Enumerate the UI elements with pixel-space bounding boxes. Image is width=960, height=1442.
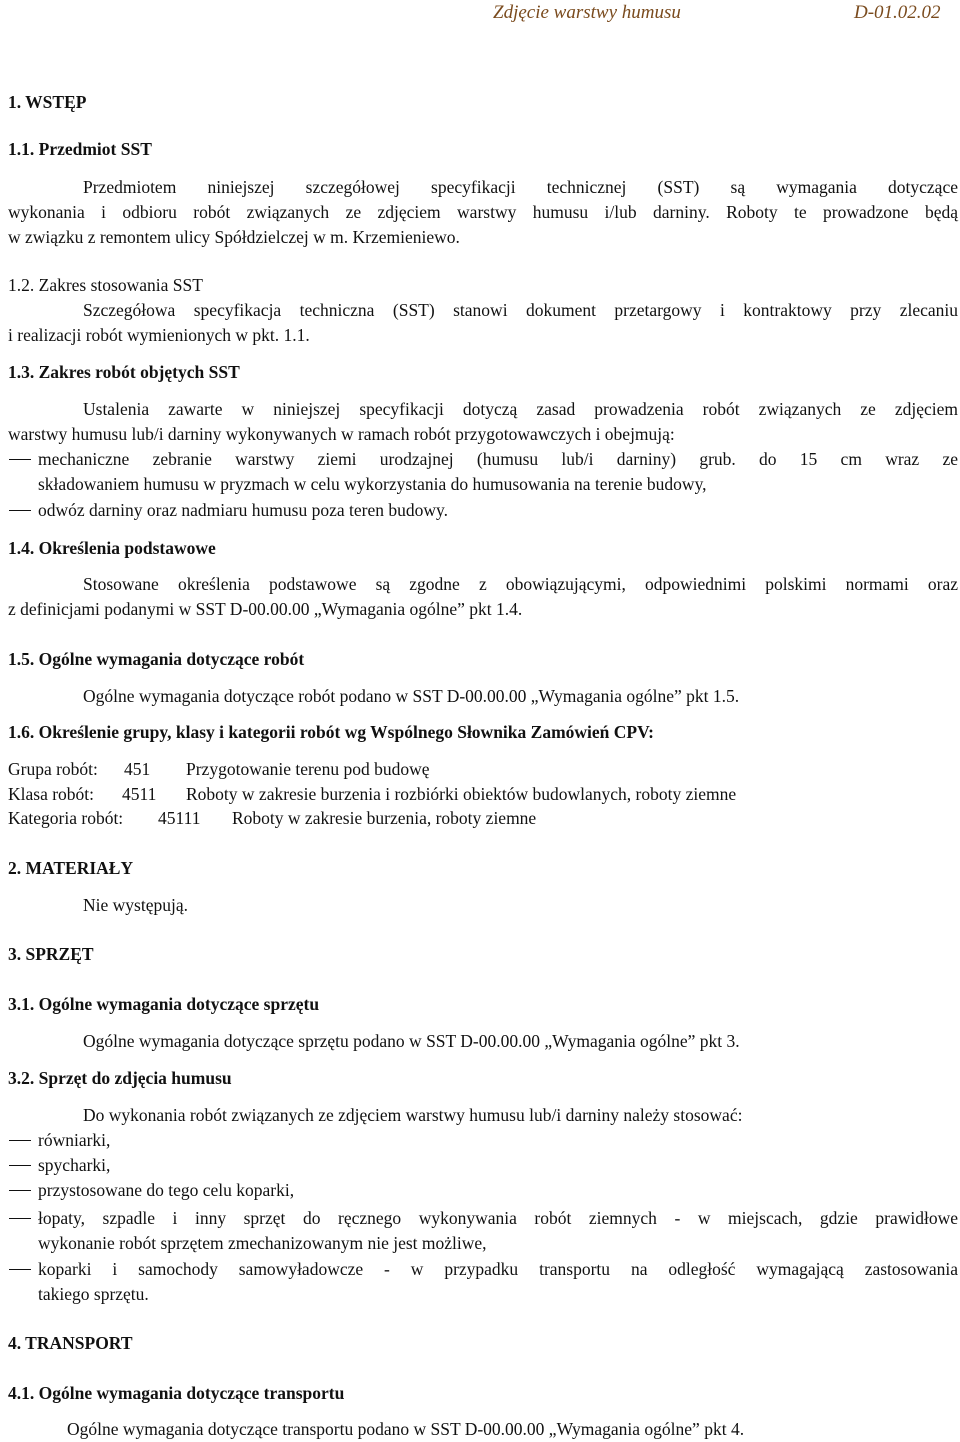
cpv-label: Klasa robót: [8,784,95,804]
paragraph-line: i realizacji robót wymienionych w pkt. 1.1. [8,325,310,345]
section-heading: 1.2. Zakres stosowania SST [8,275,203,295]
paragraph-line: Nie występują. [83,895,188,915]
paragraph-line: Do wykonania robót związanych ze zdjęciem warstwy humusu lub/i darniny należy stosować: [83,1105,743,1125]
cpv-label: Grupa robót: [8,759,98,779]
paragraph-line: Ustalenia zawarte w niniejszej specyfikacji dotyczą zasad prowadzenia robót związanych ze zdjęciem [83,399,958,419]
paragraph-line: wykonania i odbioru robót związanych ze zdjęciem warstwy humusu i/lub darniny. Roboty te prowadzone będą [8,202,958,222]
paragraph-line: Ogólne wymagania dotyczące robót podano w SST D-00.00.00 „Wymagania ogólne” pkt 1.5. [83,686,740,706]
paragraph-line: Przedmiotem niniejszej szczegółowej specyfikacji technicznej (SST) są wymagania dotyczące [83,177,958,197]
paragraph-line: Szczegółowa specyfikacja techniczna (SST) stanowi dokument przetargowy i kontraktowy przy zlecaniu [83,300,958,320]
cpv-description: Roboty w zakresie burzenia, roboty ziemne [232,808,537,828]
section-heading: 1.1. Przedmiot SST [8,139,152,159]
dash-bullet [9,1165,31,1166]
section-heading: 4. TRANSPORT [8,1333,133,1353]
section-heading: 3.1. Ogólne wymagania dotyczące sprzętu [8,994,320,1014]
section-heading: 1. WSTĘP [8,92,87,112]
header-code: D-01.02.02 [854,2,941,23]
header-title: Zdjęcie warstwy humusu [493,2,681,23]
list-item: przystosowane do tego celu koparki, [38,1180,295,1200]
list-item-continued: wykonanie robót sprzętem zmechanizowanym nie jest możliwe, [38,1233,487,1253]
dash-bullet [9,510,31,511]
section-heading: 1.5. Ogólne wymagania dotyczące robót [8,649,305,669]
section-heading: 1.4. Określenia podstawowe [8,538,216,558]
cpv-code: 451 [124,759,151,779]
list-item: mechaniczne zebranie warstwy ziemi urodzajnej (humusu lub/i darniny) grub. do 15 cm wraz ze [38,449,958,469]
cpv-code: 45111 [158,808,201,828]
paragraph-line: Ogólne wymagania dotyczące transportu podano w SST D-00.00.00 „Wymagania ogólne” pkt 4. [67,1419,745,1439]
list-item: koparki i samochody samowyładowcze - w przypadku transportu na odległość wymagającą zastosowania [38,1259,958,1279]
section-heading: 3. SPRZĘT [8,944,94,964]
cpv-code: 4511 [122,784,157,804]
section-heading: 1.6. Określenie grupy, klasy i kategorii robót wg Wspólnego Słownika Zamówień CPV: [8,722,654,742]
dash-bullet [9,1269,31,1270]
list-item-continued: takiego sprzętu. [38,1284,149,1304]
paragraph-line: w związku z remontem ulicy Spółdzielczej w m. Krzemieniewo. [8,227,460,247]
paragraph-line: z definicjami podanymi w SST D-00.00.00 „Wymagania ogólne” pkt 1.4. [8,599,523,619]
section-heading: 1.3. Zakres robót objętych SST [8,362,240,382]
list-item: spycharki, [38,1155,111,1175]
list-item: łopaty, szpadle i inny sprzęt do ręcznego wykonywania robót ziemnych - w miejscach, gdzie prawidłowe [38,1208,958,1228]
dash-bullet [9,459,31,460]
dash-bullet [9,1190,31,1191]
section-heading: 4.1. Ogólne wymagania dotyczące transportu [8,1383,345,1403]
cpv-description: Roboty w zakresie burzenia i rozbiórki obiektów budowlanych, roboty ziemne [186,784,737,804]
list-item-continued: składowaniem humusu w pryzmach w celu wykorzystania do humusowania na terenie budowy, [38,474,707,494]
cpv-description: Przygotowanie terenu pod budowę [186,759,430,779]
dash-bullet [9,1218,31,1219]
paragraph-line: Stosowane określenia podstawowe są zgodne z obowiązującymi, odpowiednimi polskimi normami oraz [83,574,958,594]
dash-bullet [9,1140,31,1141]
list-item: równiarki, [38,1130,111,1150]
section-heading: 3.2. Sprzęt do zdjęcia humusu [8,1068,232,1088]
list-item: odwóz darniny oraz nadmiaru humusu poza teren budowy. [38,500,448,520]
cpv-label: Kategoria robót: [8,808,124,828]
paragraph-line: warstwy humusu lub/i darniny wykonywanych w ramach robót przygotowawczych i obejmują: [8,424,675,444]
section-heading: 2. MATERIAŁY [8,858,134,878]
paragraph-line: Ogólne wymagania dotyczące sprzętu podano w SST D-00.00.00 „Wymagania ogólne” pkt 3. [83,1031,740,1051]
